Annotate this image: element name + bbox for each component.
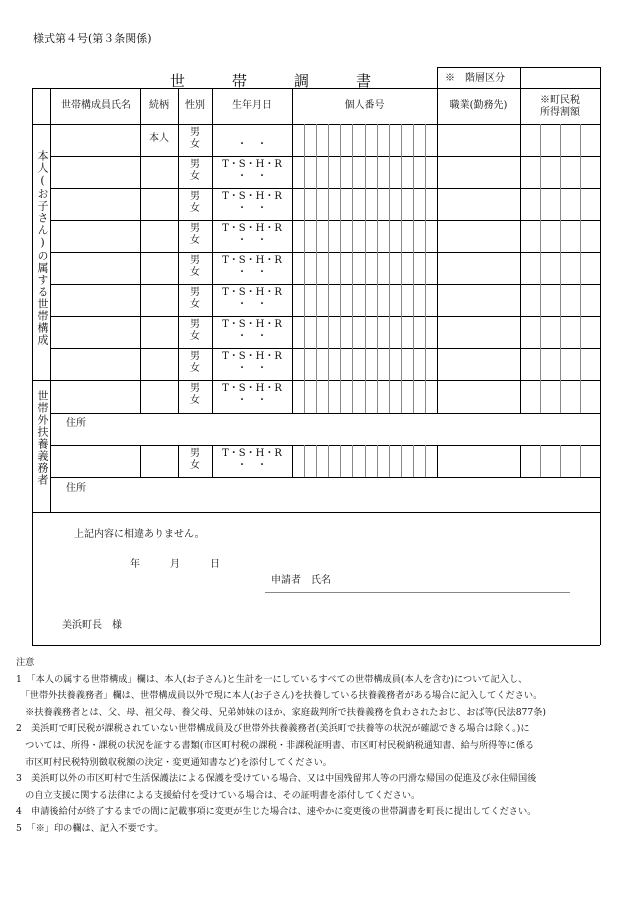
id-digit-rule: [389, 445, 390, 477]
section-supporter-label: 世帯外扶養義務者: [36, 390, 49, 486]
class-label: ※ 階層区分: [445, 73, 505, 84]
id-digit-rule: [365, 445, 366, 477]
table-rule: [178, 445, 179, 477]
header-id-number: 個人番号: [344, 100, 385, 111]
table-rule: [437, 445, 438, 477]
id-digit-rule: [377, 445, 378, 477]
table-rule: [520, 88, 521, 413]
tax-digit-rule: [560, 124, 561, 413]
birth-era[interactable]: T・S・H・R: [222, 223, 282, 234]
id-digit-rule: [352, 124, 353, 413]
sex-option[interactable]: 男 女: [190, 448, 200, 471]
table-rule: [32, 512, 600, 513]
birth-date-dots[interactable]: ・ ・: [237, 299, 267, 310]
section-household-label: 本人(お子さん)の属する世帯構成: [36, 150, 49, 346]
table-rule: [32, 88, 33, 512]
sex-option[interactable]: 男 女: [190, 351, 200, 374]
birth-era[interactable]: T・S・H・R: [222, 287, 282, 298]
table-rule: [140, 445, 141, 477]
applicant-label[interactable]: 申請者 氏名: [271, 575, 331, 586]
table-rule: [600, 512, 601, 645]
sex-option[interactable]: 男 女: [190, 287, 200, 310]
id-digit-rule: [401, 124, 402, 413]
birth-date-dots[interactable]: ・ ・: [237, 171, 267, 182]
sex-option[interactable]: 男 女: [190, 159, 200, 182]
id-digit-rule: [340, 124, 341, 413]
table-rule: [50, 380, 51, 512]
table-rule: [520, 445, 521, 477]
table-rule: [50, 188, 600, 189]
table-rule: [50, 156, 600, 157]
sex-option[interactable]: 男 女: [190, 319, 200, 342]
id-digit-rule: [401, 445, 402, 477]
table-rule: [50, 220, 600, 221]
sex-option[interactable]: 男 女: [190, 255, 200, 278]
birth-era[interactable]: T・S・H・R: [222, 191, 282, 202]
id-digit-rule: [304, 124, 305, 413]
tax-digit-rule: [580, 124, 581, 413]
table-rule: [32, 645, 600, 646]
birth-era[interactable]: T・S・H・R: [222, 351, 282, 362]
sex-option[interactable]: 男 女: [190, 383, 200, 406]
birth-era[interactable]: T・S・H・R: [222, 319, 282, 330]
notes-title: 注意: [16, 657, 35, 668]
note-line: 2 美浜町で町民税が課税されていない世帯構成員及び世帯外扶養義務者(美浜町で扶養等の状況が確認できる場合は除く。)に: [16, 723, 530, 735]
id-digit-rule: [316, 124, 317, 413]
id-digit-rule: [328, 124, 329, 413]
table-rule: [292, 445, 293, 477]
id-digit-rule: [413, 445, 414, 477]
addressee: 美浜町長 様: [62, 620, 122, 631]
id-digit-rule: [365, 124, 366, 413]
tax-digit-rule: [540, 124, 541, 413]
address-label: 住所: [66, 483, 86, 494]
birth-date-dots[interactable]: ・ ・: [237, 331, 267, 342]
note-line: ※扶養義務者とは、父、母、祖父母、養父母、兄弟姉妹のほか、家庭裁判所で扶養義務を負わされたおじ、おば等(民法877条): [16, 706, 547, 718]
birth-era[interactable]: T・S・H・R: [222, 255, 282, 266]
id-digit-rule: [389, 124, 390, 413]
birth-date-dots[interactable]: ・ ・: [237, 267, 267, 278]
table-rule: [50, 88, 51, 413]
table-rule: [50, 413, 600, 414]
birth-era[interactable]: T・S・H・R: [222, 159, 282, 170]
note-line: ついては、所得・課税の状況を証する書類(市区町村税の課税・非課税証明書、市区町村民税納税通知書、給与所得等に係る: [16, 739, 535, 751]
sex-option[interactable]: 男 女: [190, 191, 200, 214]
declaration-text: 上記内容に相違ありません。: [74, 529, 205, 540]
table-rule: [437, 67, 438, 88]
note-line: 「世帯外扶養義務者」欄は、世帯構成員以外で現に本人(お子さん)を扶養している扶養義務者がある場合に記入してください。: [16, 690, 543, 702]
note-line: 3 美浜町以外の市区町村で生活保護法による保護を受けている場合、又は中国残留邦人等の円滑な帰国の促進及び永住帰国後: [16, 773, 537, 785]
id-digit-rule: [425, 124, 426, 413]
self-relation: 本人: [149, 133, 169, 144]
table-rule: [600, 67, 601, 88]
table-rule: [437, 67, 600, 68]
header-birth: 生年月日: [232, 100, 272, 111]
note-line: 1 「本人の属する世帯構成」欄は、本人(お子さん)と生計を一にしているすべての世帯構成員(本人を含む)について記入し、: [16, 673, 528, 685]
id-digit-rule: [340, 445, 341, 477]
note-line: 市区町村民税特別徴収税額の決定・変更通知書など)を添付してください。: [16, 756, 332, 768]
table-rule: [50, 284, 600, 285]
form-title: 世 帯 調 書: [170, 72, 388, 90]
date-line[interactable]: 年 月 日: [130, 559, 220, 570]
table-rule: [178, 88, 179, 413]
note-line: 5 「※」印の欄は、記入不要です。: [16, 822, 164, 834]
address-label: 住所: [66, 418, 86, 429]
header-name: 世帯構成員氏名: [61, 100, 131, 111]
sex-option[interactable]: 男 女: [190, 127, 200, 150]
id-digit-rule: [377, 124, 378, 413]
header-tax: ※町民税 所得割額: [540, 95, 580, 118]
notes-section: [16, 655, 616, 838]
id-digit-rule: [425, 445, 426, 477]
header-sex: 性別: [185, 100, 205, 111]
birth-era[interactable]: T・S・H・R: [222, 448, 282, 459]
table-rule: [600, 88, 601, 512]
applicant-signature-line: [265, 592, 570, 593]
tax-digit-rule: [580, 445, 581, 477]
table-rule: [292, 88, 293, 413]
header-relation: 続柄: [149, 100, 169, 111]
table-rule: [50, 252, 600, 253]
header-job: 職業(勤務先): [449, 100, 508, 111]
id-digit-rule: [413, 124, 414, 413]
id-digit-rule: [316, 445, 317, 477]
birth-date-dots[interactable]: ・ ・: [237, 395, 267, 406]
table-rule: [437, 88, 438, 413]
id-digit-rule: [304, 445, 305, 477]
table-rule: [32, 88, 600, 89]
table-rule: [32, 512, 33, 645]
table-rule: [50, 477, 600, 478]
table-rule: [50, 445, 600, 446]
note-line: の自立支援に関する法律による支援給付を受けている場合は、その証明書を添付してください。: [16, 789, 421, 801]
birth-date-dots[interactable]: ・ ・: [237, 235, 267, 246]
birth-date-dots[interactable]: ・ ・: [237, 203, 267, 214]
birth-date-dots[interactable]: ・ ・: [237, 363, 267, 374]
tax-digit-rule: [560, 445, 561, 477]
birth-era[interactable]: T・S・H・R: [222, 383, 282, 394]
form-number: 様式第４号(第３条関係): [33, 32, 152, 45]
note-line: 4 申請後給付が終了するまでの間に記載事項に変更が生じた場合は、速やかに変更後の世帯調書を町長に提出してください。: [16, 806, 537, 818]
birth-date-dots[interactable]: ・ ・: [237, 139, 267, 150]
birth-date-dots[interactable]: ・ ・: [237, 460, 267, 471]
tax-digit-rule: [540, 445, 541, 477]
id-digit-rule: [352, 445, 353, 477]
sex-option[interactable]: 男 女: [190, 223, 200, 246]
table-rule: [50, 316, 600, 317]
id-digit-rule: [328, 445, 329, 477]
table-rule: [50, 348, 600, 349]
